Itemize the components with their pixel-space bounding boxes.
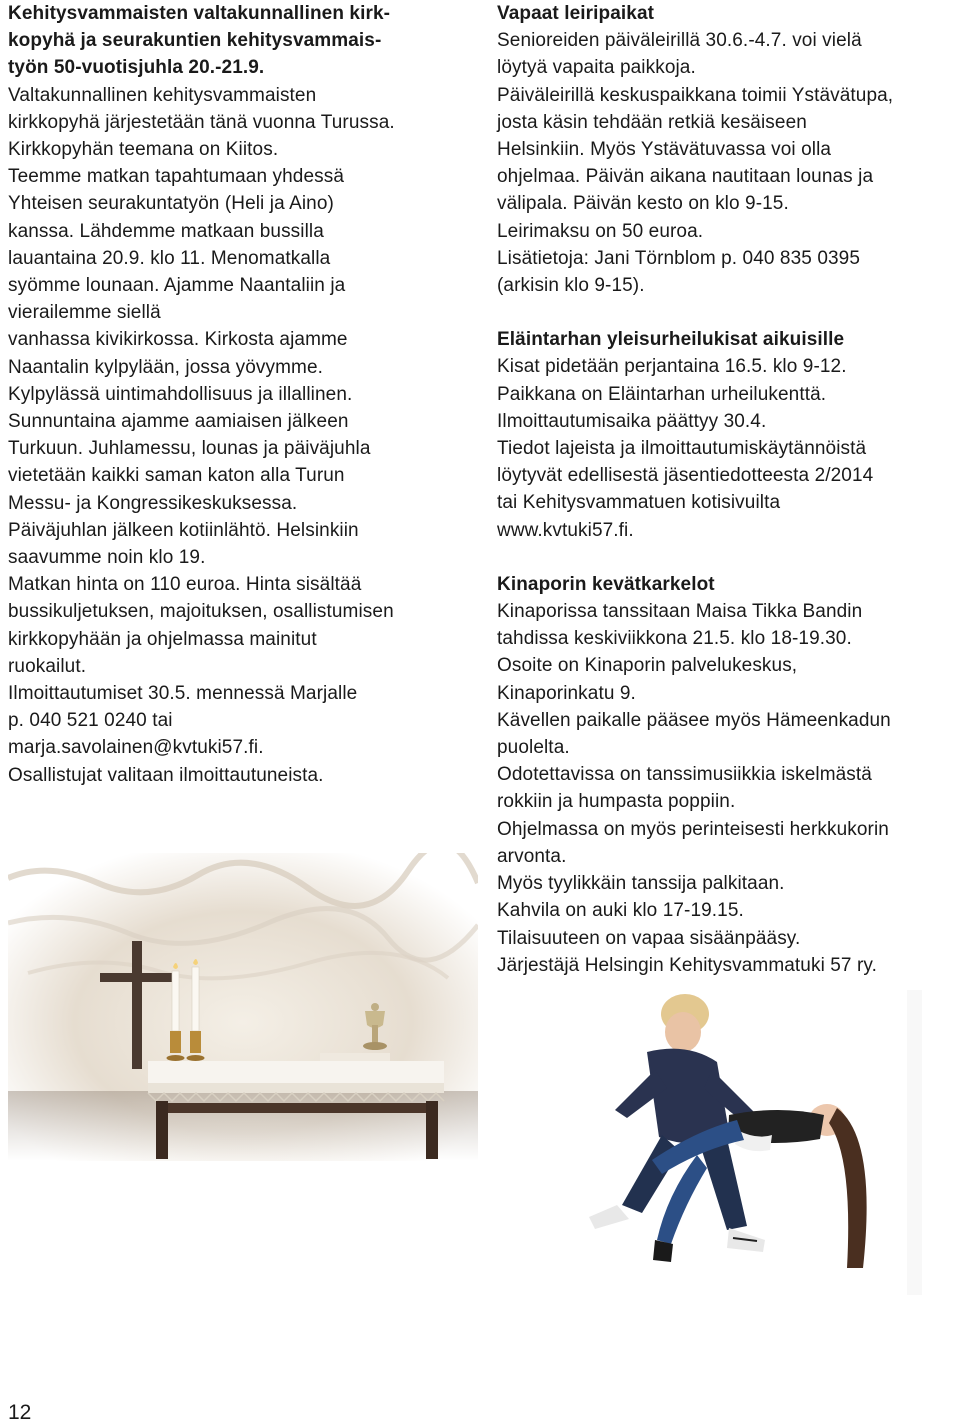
body-line: Paikkana on Eläintarhan urheilukenttä.: [497, 383, 827, 405]
body-line: Teemme matkan tapahtumaan yhdessä: [8, 166, 344, 188]
body-line: Tiedot lajeista ja ilmoittautumiskäytännöistä: [497, 438, 867, 460]
body-line: Yhteisen seurakuntatyön (Heli ja Aino): [8, 193, 334, 215]
section-heading: Eläintarhan yleisurheilukisat aikuisille: [497, 329, 845, 351]
body-line: vanhassa kivikirkossa. Kirkosta ajamme: [8, 329, 348, 351]
right-column: [497, 0, 960, 979]
section-heading: Vapaat leiripaikat: [497, 3, 655, 24]
body-line: kirkkopyhä järjestetään tänä vuonna Turussa.: [8, 111, 395, 133]
body-line: Kylpylässä uintimahdollisuus ja illallinen.: [8, 383, 353, 405]
body-line: Helsinkiin. Myös Ystävätuvassa voi olla: [497, 139, 832, 161]
body-line: p. 040 521 0240 tai: [8, 710, 173, 732]
body-line: Kävellen paikalle pääsee myös Hämeenkadun: [497, 709, 891, 731]
body-line: tai Kehitysvammatuen kotisivuilta: [497, 492, 781, 514]
body-line: ruokailut.: [8, 655, 87, 677]
body-line: bussikuljetuksen, majoituksen, osallistumisen: [8, 601, 394, 623]
article-heading-line: Kehitysvammaisten valtakunnallinen kirk-: [8, 3, 391, 24]
body-line: josta käsin tehdään retkiä kesäiseen: [497, 111, 807, 133]
email-link[interactable]: marja.savolainen@kvtuki57.fi.: [8, 737, 264, 759]
body-line: Päiväleirillä keskuspaikkana toimii Ystävätupa,: [497, 84, 894, 106]
section-heading: Kinaporin kevätkarkelot: [497, 573, 715, 595]
section-spacer: [497, 299, 960, 326]
body-line: Valtakunnallinen kehitysvammaisten: [8, 84, 317, 106]
body-line: Senioreiden päiväleirillä 30.6.-4.7. voi vielä: [497, 30, 862, 52]
body-line: välipala. Päivän kesto on klo 9-15.: [497, 193, 789, 215]
body-line: arvonta.: [497, 845, 567, 867]
body-line: Ilmoittautumisaika päättyy 30.4.: [497, 410, 767, 432]
body-line: Messu- ja Kongressikeskuksessa.: [8, 492, 298, 514]
body-line: löytyvät edellisestä jäsentiedotteesta 2/2014: [497, 465, 874, 487]
page-number: 12: [8, 1401, 32, 1424]
body-line: kanssa. Lähdemme matkaan bussilla: [8, 220, 324, 242]
body-line: Myös tyylikkäin tanssija palkitaan.: [497, 873, 785, 895]
body-line: Naantalin kylpylään, jossa yövymme.: [8, 356, 324, 378]
church-altar-photo: [8, 853, 478, 1161]
body-line: rokkiin ja humpasta poppiin.: [497, 791, 736, 813]
body-line: Turkuun. Juhlamessu, lounas ja päiväjuhla: [8, 438, 371, 460]
body-line: puolelta.: [497, 737, 570, 759]
article-heading-line: kopyhä ja seurakuntien kehitysvammais-: [8, 30, 382, 52]
body-line: Kahvila on auki klo 17-19.15.: [497, 900, 744, 922]
body-line: syömme lounaan. Ajamme Naantaliin ja: [8, 275, 346, 297]
dancing-couple-photo: [497, 990, 922, 1295]
body-line: Osallistujat valitaan ilmoittautuneista.: [8, 764, 324, 786]
body-line: vierailemme siellä: [8, 302, 161, 324]
body-line: Sunnuntaina ajamme aamiaisen jälkeen: [8, 411, 349, 433]
body-line: Päiväjuhlan jälkeen kotiinlähtö. Helsinkiin: [8, 519, 359, 541]
body-line: Kinaporissa tanssitaan Maisa Tikka Bandin: [497, 601, 863, 623]
body-line: vietetään kaikki saman katon alla Turun: [8, 465, 345, 487]
body-line: Osoite on Kinaporin palvelukeskus,: [497, 655, 798, 677]
body-line: löytyä vapaita paikkoja.: [497, 57, 696, 79]
body-line: tahdissa keskiviikkona 21.5. klo 18-19.30.: [497, 628, 852, 650]
body-line: Kirkkopyhän teemana on Kiitos.: [8, 139, 279, 161]
section-spacer: [497, 544, 960, 571]
body-line: Ilmoittautumiset 30.5. mennessä Marjalle: [8, 683, 358, 705]
website-link[interactable]: www.kvtuki57.fi.: [497, 519, 634, 541]
body-line: Matkan hinta on 110 euroa. Hinta sisältää: [8, 574, 362, 596]
body-line: Kinaporinkatu 9.: [497, 682, 636, 704]
body-line: ohjelmaa. Päivän aikana nautitaan lounas ja: [497, 166, 874, 188]
body-line: saavumme noin klo 19.: [8, 547, 206, 569]
body-line: Järjestäjä Helsingin Kehitysvammatuki 57 ry.: [497, 954, 877, 976]
body-line: Ohjelmassa on myös perinteisesti herkkukorin: [497, 818, 889, 840]
body-line: Lisätietoja: Jani Törnblom p. 040 835 0395: [497, 247, 860, 269]
body-line: Odotettavissa on tanssimusiikkia iskelmästä: [497, 764, 872, 786]
body-line: (arkisin klo 9-15).: [497, 275, 645, 297]
body-line: lauantaina 20.9. klo 11. Menomatkalla: [8, 247, 331, 269]
body-line: kirkkopyhään ja ohjelmassa mainitut: [8, 628, 317, 650]
article-heading-line: työn 50-vuotisjuhla 20.-21.9.: [8, 57, 265, 79]
left-column: [8, 0, 478, 789]
body-line: Tilaisuuteen on vapaa sisäänpääsy.: [497, 927, 801, 949]
body-line: Leirimaksu on 50 euroa.: [497, 220, 704, 242]
body-line: Kisat pidetään perjantaina 16.5. klo 9-12.: [497, 356, 847, 378]
